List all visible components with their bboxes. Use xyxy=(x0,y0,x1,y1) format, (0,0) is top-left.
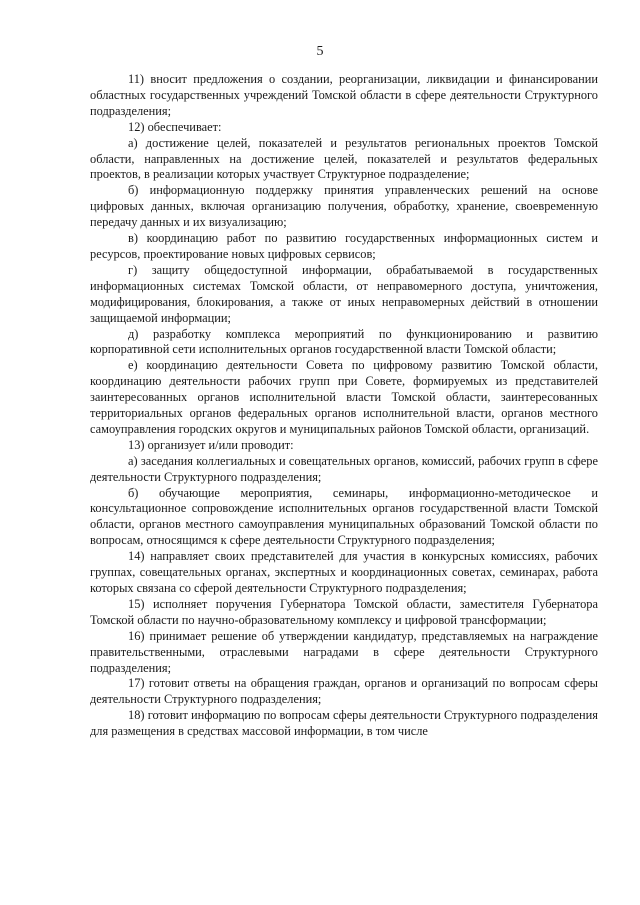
paragraph-item-12v: в) координацию работ по развитию государственных информационных систем и ресурсов, проектирование новых цифровых сервисов; xyxy=(90,231,598,261)
paragraph-item-12d: д) разработку комплекса мероприятий по функционированию и развитию корпоративной сети исполнительных органов государственной власти Томской области; xyxy=(90,326,598,357)
paragraph-item-11: 11) вносит предложения о создании, реорганизации, ликвидации и финансировании областных государственных учреждений Томской области в сфере деятельности Структурного подразделения; xyxy=(90,72,598,118)
paragraph-item-15: 15) исполняет поручения Губернатора Томской области, заместителя Губернатора Томской области по научно-образовательному комплексу и цифровой трансформации; xyxy=(90,596,598,627)
document-body xyxy=(90,72,598,740)
paragraph-item-12g: г) защиту общедоступной информации, обрабатываемой в государственных информационных системах Томской области, от неправомерного доступа, уничтожения, модифицирования, блокирования, а также от иных неправомерных действий в отношении защищаемой информации; xyxy=(90,262,598,325)
paragraph-item-13a: а) заседания коллегиальных и совещательных органов, комиссий, рабочих групп в сфере деятельности Структурного подразделения; xyxy=(90,453,598,484)
paragraph-item-12e: е) координацию деятельности Совета по цифровому развитию Томской области, координацию деятельности рабочих групп при Совете, формируемых из представителей заинтересованных органов исполнительной власти Томской области, заинтересованных территориальных органов федеральных органов исполнительной власти, органов местного самоуправления городских округов и муниципальных районов Томской области, организаций. xyxy=(90,358,598,436)
paragraph-item-18: 18) готовит информацию по вопросам сферы деятельности Структурного подразделения для размещения в средствах массовой информации, в том числе xyxy=(90,708,598,739)
paragraph-item-14: 14) направляет своих представителей для участия в конкурсных комиссиях, рабочих группах, совещательных органах, экспертных и координационных советах, семинарах, работа которых связана со сферой деятельности Структурного подразделения; xyxy=(90,549,598,595)
paragraph-item-16: 16) принимает решение об утверждении кандидатур, представляемых на награждение правительственными, отраслевыми наградами в сфере деятельности Структурного подразделения; xyxy=(90,628,598,675)
paragraph-item-13b: б) обучающие мероприятия, семинары, информационно-методическое и консультационное сопровождение исполнительных органов государственной власти Томской области, органов местного самоуправления муниципальных образований Томской области по вопросам, относящимся к сфере деятельности Структурного подразделения; xyxy=(90,485,598,548)
paragraph-item-12a: а) достижение целей, показателей и результатов региональных проектов Томской области, направленных на достижение целей, показателей и результатов федеральных проектов, в реализации которых участвует Структурное подразделение; xyxy=(90,135,598,182)
paragraph-item-13: 13) организует и/или проводит: xyxy=(128,437,294,452)
page-number: 5 xyxy=(316,44,324,59)
paragraph-item-12: 12) обеспечивает: xyxy=(128,119,222,134)
paragraph-item-12b: б) информационную поддержку принятия управленческих решений на основе цифровых данных, включая организацию получения, обработку, хранение, своевременную передачу данных и их визуализацию; xyxy=(90,183,598,230)
paragraph-item-17: 17) готовит ответы на обращения граждан, органов и организаций по вопросам сферы деятельности Структурного подразделения; xyxy=(90,676,598,707)
